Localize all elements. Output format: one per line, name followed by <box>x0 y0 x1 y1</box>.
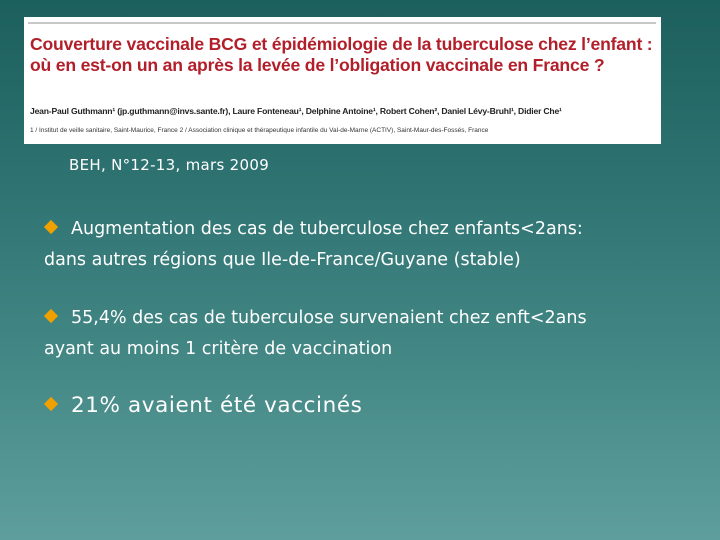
orange-diamond-bullet-icon <box>44 309 58 323</box>
bullet-item-2 <box>44 303 694 365</box>
article-authors: Jean-Paul Guthmann¹ (jp.guthmann@invs.sante.fr), Laure Fonteneau¹, Delphine Antoine¹, Robert Cohen², Daniel Lévy-Bruhl¹, Didier Che¹ <box>30 106 562 116</box>
bullet-item-2-line-2: ayant au moins 1 critère de vaccination <box>44 339 393 359</box>
orange-diamond-bullet-icon <box>44 220 58 234</box>
bullet-item-3-line-1 <box>44 390 694 421</box>
bullet-item-1-line-2: dans autres régions que Ile-de-France/Guyane (stable) <box>44 250 521 270</box>
bullet-item-1-text-1: Augmentation des cas de tuberculose chez enfants<2ans: <box>71 219 583 239</box>
citation-reference: BEH, N°12-13, mars 2009 <box>69 156 270 174</box>
bullet-item-1 <box>44 214 694 276</box>
bullet-item-1-line-1 <box>44 214 694 245</box>
bullet-item-3-text-1: 21% avaient été vaccinés <box>71 393 363 418</box>
orange-diamond-bullet-icon <box>44 397 58 411</box>
bullet-item-2-line-1 <box>44 303 694 334</box>
bullet-item-2-text-1: 55,4% des cas de tuberculose survenaient chez enft<2ans <box>71 308 587 328</box>
bullet-item-3 <box>44 390 694 421</box>
article-affiliations: 1 / Institut de veille sanitaire, Saint-Maurice, France 2 / Association clinique et thérapeutique infantile du Val-de-Marne (ACTIV), Saint-Maur-des-Fossés, France <box>30 127 489 134</box>
article-title: Couverture vaccinale BCG et épidémiologie de la tuberculose chez l’enfant : où en est-on un an après la levée de l’obligation vaccinale en France ? <box>30 34 653 75</box>
article-header-image <box>24 17 661 144</box>
header-top-rule <box>28 22 656 24</box>
